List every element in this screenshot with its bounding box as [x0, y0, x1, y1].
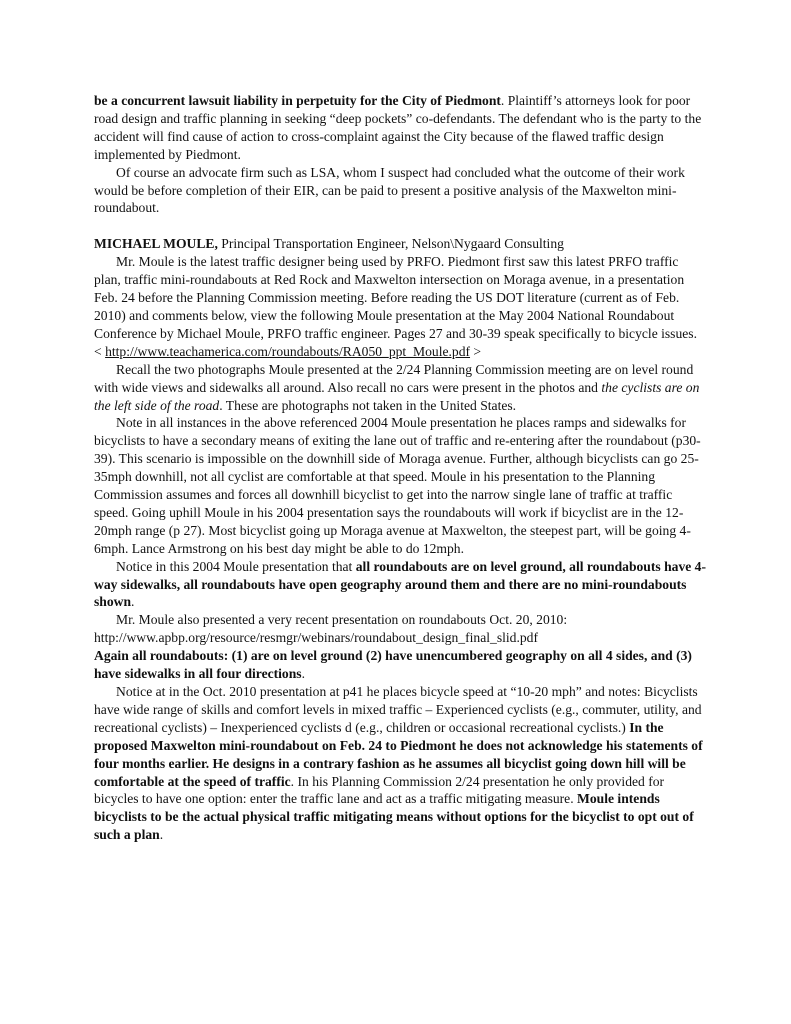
- body-text: >: [470, 343, 482, 359]
- bold-text: Again all roundabouts: (1) are on level ground (2) have unencumbered geography on all 4 sides, and (3) have sidewalks in all four directions: [94, 648, 692, 682]
- body-text: . Plaintiff’s attorneys look for poor road design and traffic planning in seeking “deep pockets” co-defendants. The defendant who is the party to the accident will find cause of action to cross-complaint against the City because of the flawed traffic design implemented by Piedmont.: [94, 93, 702, 162]
- paragraph: [94, 361, 706, 415]
- body-text: .: [131, 594, 135, 610]
- paragraph: [94, 164, 706, 218]
- paragraph: [94, 343, 706, 361]
- bold-text: MICHAEL MOULE,: [94, 236, 218, 252]
- body-text: . In his Planning Commission 2/24 presentation he only provided for bicycles to have one option: enter the traffic lane and act as a traffic mitigating measure.: [94, 773, 665, 807]
- body-text: Recall the two photographs Moule presented at the 2/24 Planning Commission meeting are on level round with wide views and sidewalks all around. Also recall no cars were present in the photos and: [94, 361, 694, 395]
- paragraph: [94, 629, 706, 647]
- body-text: .: [301, 666, 305, 682]
- paragraph: [94, 611, 706, 629]
- body-text: Note in all instances in the above referenced 2004 Moule presentation he places ramps and sidewalks for bicyclists to have a secondary means of exiting the lane out of traffic and re-entering after the roundabout (p30-39). This scenario is impossible on the downhill side of Moraga avenue. Further, although bicyclists can go 25-35mph downhill, not all cyclist are comfortable at that speed. Moule in his presentation to the Planning Commission assumes and forces all downhill bicyclist to get into the narrow single lane of traffic at traffic speed. Going uphill Moule in his 2004 presentation says the roundabouts will work if bicyclist are in the 12-20mph range (p 27). Most bicyclist going up Moraga avenue at Maxwelton, the steepest part, will be going 4-6mph. Lance Armstrong on his best day might be able to do 12mph.: [94, 415, 701, 556]
- bold-text: Moule intends bicyclists to be the actual physical traffic mitigating means without options for the bicyclist to opt out of such a plan: [94, 791, 694, 843]
- body-text: Mr. Moule is the latest traffic designer being used by PRFO. Piedmont first saw this latest PRFO traffic plan, traffic mini-roundabouts at Red Rock and Maxwelton intersection on Moraga avenue, in a presentation Feb. 24 before the Planning Commission meeting. Before reading the US DOT literature (current as of Feb. 2010) and comments below, view the following Moule presentation at the May 2004 National Roundabout Conference by Michael Moule, PRFO traffic engineer. Pages 27 and 30-39 speak specifically to bicycle issues.: [94, 254, 697, 341]
- body-text: Mr. Moule also presented a very recent presentation on roundabouts Oct. 20, 2010:: [116, 612, 568, 628]
- bold-text: all roundabouts are on level ground, all roundabouts have 4-way sidewalks, all roundabouts have open geography around them and there are no mini-roundabouts shown: [94, 558, 706, 610]
- bold-text: In the proposed Maxwelton mini-roundabout on Feb. 24 to Piedmont he does not acknowledge his statements of four months earlier. He designs in a contrary fashion as he assumes all bicyclist going down hill will be comfortable at the speed of traffic: [94, 719, 703, 789]
- paragraph: [94, 235, 706, 253]
- bold-text: be a concurrent lawsuit liability in perpetuity for the City of Piedmont: [94, 93, 501, 108]
- body-text: . These are photographs not taken in the United States.: [219, 397, 517, 413]
- document-link[interactable]: http://www.teachamerica.com/roundabouts/RA050_ppt_Moule.pdf: [105, 343, 471, 359]
- paragraph: [94, 558, 706, 612]
- paragraph: [94, 253, 706, 343]
- paragraph: [94, 92, 706, 164]
- paragraph-spacer: [94, 217, 706, 235]
- italic-text: the cyclists are on the left side of the road: [94, 379, 700, 413]
- paragraph: [94, 683, 706, 844]
- body-text: Principal Transportation Engineer, Nelson\Nygaard Consulting: [217, 236, 564, 252]
- body-text: .: [159, 827, 164, 843]
- body-text: Of course an advocate firm such as LSA, whom I suspect had concluded what the outcome of their work would be before completion of their EIR, can be paid to present a positive analysis of the Maxwelton mini-roundabout.: [94, 164, 685, 216]
- document-page: [94, 92, 706, 844]
- body-text: http://www.apbp.org/resource/resmgr/webinars/roundabout_design_final_slid.pdf: [94, 630, 538, 646]
- body-text: Notice in this 2004 Moule presentation that: [116, 558, 356, 574]
- paragraph: [94, 647, 706, 683]
- body-text: <: [94, 343, 106, 359]
- paragraph: [94, 414, 706, 557]
- body-text: Notice at in the Oct. 2010 presentation at p41 he places bicycle speed at “10-20 mph” and notes: Bicyclists have wide range of skills and comfort levels in mixed traffic – Experienced cyclists (e.g., commuter, utility, and recreational cyclists) – Inexperienced cyclists d (e.g., children or occasional recreational cyclists.): [94, 684, 702, 735]
